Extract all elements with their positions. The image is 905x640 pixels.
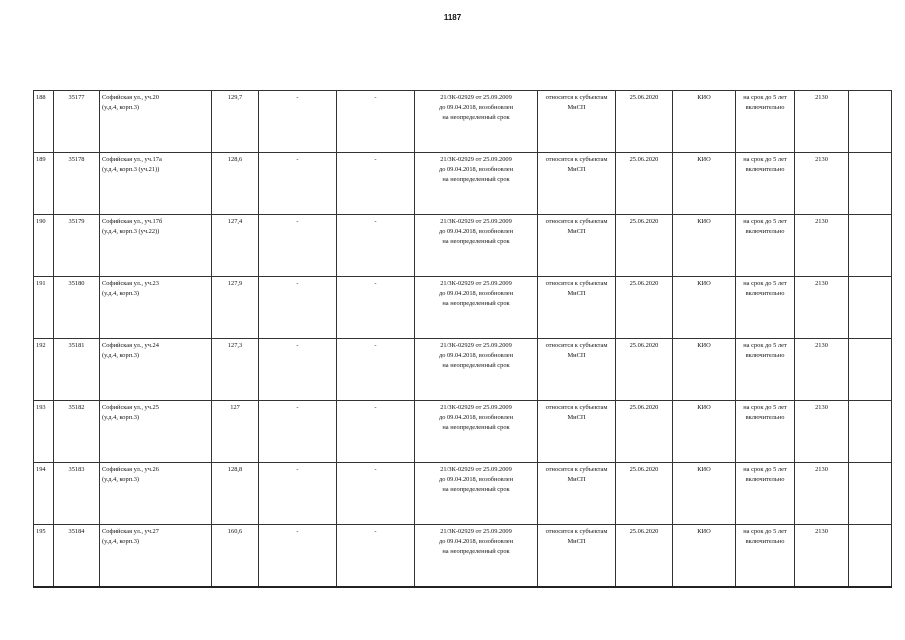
address-cell-line: (у.д.4, корп.3) <box>102 290 140 297</box>
address-cell-line: Софийская ул., уч.20 <box>102 94 159 101</box>
document-cell <box>415 277 538 339</box>
subject-category-cell-line: МиСП <box>567 476 586 483</box>
table-row <box>34 153 892 215</box>
area-cell: 127,3 <box>212 339 259 401</box>
dash-cell: - <box>337 215 415 277</box>
date-cell: 25.06.2020 <box>616 401 673 463</box>
document-cell-line: до 09.04.2018, возобновлен <box>438 228 514 235</box>
date-cell: 25.06.2020 <box>616 277 673 339</box>
organization-cell: КИО <box>673 463 736 525</box>
property-table <box>33 90 892 588</box>
date-cell: 25.06.2020 <box>616 463 673 525</box>
dash-cell: - <box>337 91 415 153</box>
document-cell-line: на неопределенный срок <box>442 176 510 183</box>
document-cell <box>415 525 538 588</box>
address-cell <box>100 463 212 525</box>
subject-category-cell <box>538 153 616 215</box>
document-cell-line: на неопределенный срок <box>442 424 510 431</box>
term-cell-line: на срок до 5 лет <box>743 342 787 349</box>
term-cell-line: на срок до 5 лет <box>743 466 787 473</box>
document-cell <box>415 153 538 215</box>
address-cell <box>100 339 212 401</box>
address-cell-line: (у.д.4, корп.3) <box>102 414 140 421</box>
table-body <box>34 91 892 588</box>
row-number-cell: 194 <box>34 463 54 525</box>
document-cell-line: на неопределенный срок <box>442 548 510 555</box>
document-cell <box>415 401 538 463</box>
table-row <box>34 277 892 339</box>
document-cell-line: до 09.04.2018, возобновлен <box>438 290 514 297</box>
address-cell-line: Софийская ул., уч.17б <box>102 218 163 225</box>
document-cell-line: 21/ЗК-02929 от 25.09.2009 <box>440 218 512 225</box>
term-cell-line: включительно <box>745 166 785 173</box>
empty-cell <box>849 463 892 525</box>
term-cell <box>736 153 795 215</box>
object-code-cell: 35182 <box>54 401 100 463</box>
row-number-cell: 193 <box>34 401 54 463</box>
term-cell <box>736 339 795 401</box>
code-cell: 2130 <box>795 339 849 401</box>
address-cell-line: Софийская ул., уч.25 <box>102 404 159 411</box>
code-cell: 2130 <box>795 153 849 215</box>
term-cell-line: на срок до 5 лет <box>743 280 787 287</box>
row-number-cell: 188 <box>34 91 54 153</box>
area-cell: 128,6 <box>212 153 259 215</box>
subject-category-cell-line: МиСП <box>567 166 586 173</box>
area-cell: 127,9 <box>212 277 259 339</box>
term-cell-line: на срок до 5 лет <box>743 218 787 225</box>
dash-cell: - <box>259 525 337 588</box>
object-code-cell: 35177 <box>54 91 100 153</box>
document-cell-line: 21/ЗК-02929 от 25.09.2009 <box>440 94 512 101</box>
area-cell: 127 <box>212 401 259 463</box>
subject-category-cell-line: относится к субъектам <box>545 218 608 225</box>
subject-category-cell <box>538 525 616 588</box>
address-cell <box>100 91 212 153</box>
address-cell-line: Софийская ул., уч.26 <box>102 466 159 473</box>
area-cell: 129,7 <box>212 91 259 153</box>
term-cell-line: на срок до 5 лет <box>743 156 787 163</box>
table-row <box>34 525 892 588</box>
dash-cell: - <box>337 339 415 401</box>
organization-cell: КИО <box>673 215 736 277</box>
organization-cell: КИО <box>673 153 736 215</box>
address-cell-line: (у.д.4, корп.3) <box>102 476 140 483</box>
empty-cell <box>849 153 892 215</box>
subject-category-cell <box>538 91 616 153</box>
subject-category-cell <box>538 401 616 463</box>
dash-cell: - <box>259 277 337 339</box>
object-code-cell: 35178 <box>54 153 100 215</box>
table-row <box>34 91 892 153</box>
address-cell-line: Софийская ул., уч.24 <box>102 342 159 349</box>
table-row <box>34 215 892 277</box>
object-code-cell: 35184 <box>54 525 100 588</box>
subject-category-cell-line: относится к субъектам <box>545 404 608 411</box>
document-cell-line: 21/ЗК-02929 от 25.09.2009 <box>440 466 512 473</box>
document-cell <box>415 339 538 401</box>
address-cell <box>100 153 212 215</box>
dash-cell: - <box>337 463 415 525</box>
address-cell-line: Софийская ул., уч.27 <box>102 528 159 535</box>
row-number-cell: 195 <box>34 525 54 588</box>
subject-category-cell-line: относится к субъектам <box>545 528 608 535</box>
code-cell: 2130 <box>795 91 849 153</box>
date-cell: 25.06.2020 <box>616 91 673 153</box>
date-cell: 25.06.2020 <box>616 215 673 277</box>
row-number-cell: 190 <box>34 215 54 277</box>
address-cell-line: (у.д.4, корп.3 (уч.21)) <box>102 166 160 173</box>
address-cell <box>100 525 212 588</box>
document-cell-line: 21/ЗК-02929 от 25.09.2009 <box>440 528 512 535</box>
code-cell: 2130 <box>795 401 849 463</box>
empty-cell <box>849 339 892 401</box>
page-number: 1187 <box>443 13 462 22</box>
date-cell: 25.06.2020 <box>616 153 673 215</box>
document-cell-line: 21/ЗК-02929 от 25.09.2009 <box>440 280 512 287</box>
subject-category-cell-line: относится к субъектам <box>545 280 608 287</box>
term-cell <box>736 463 795 525</box>
date-cell: 25.06.2020 <box>616 339 673 401</box>
subject-category-cell-line: относится к субъектам <box>545 94 608 101</box>
table-row <box>34 339 892 401</box>
dash-cell: - <box>259 215 337 277</box>
term-cell <box>736 277 795 339</box>
address-cell <box>100 277 212 339</box>
code-cell: 2130 <box>795 463 849 525</box>
dash-cell: - <box>259 401 337 463</box>
object-code-cell: 35179 <box>54 215 100 277</box>
subject-category-cell-line: относится к субъектам <box>545 466 608 473</box>
document-cell-line: до 09.04.2018, возобновлен <box>438 538 514 545</box>
document-cell-line: до 09.04.2018, возобновлен <box>438 352 514 359</box>
code-cell: 2130 <box>795 215 849 277</box>
empty-cell <box>849 277 892 339</box>
row-number-cell: 192 <box>34 339 54 401</box>
term-cell-line: на срок до 5 лет <box>743 404 787 411</box>
row-number-cell: 191 <box>34 277 54 339</box>
organization-cell: КИО <box>673 401 736 463</box>
address-cell-line: Софийская ул., уч.23 <box>102 280 159 287</box>
dash-cell: - <box>337 401 415 463</box>
dash-cell: - <box>259 153 337 215</box>
empty-cell <box>849 215 892 277</box>
address-cell <box>100 215 212 277</box>
document-cell-line: на неопределенный срок <box>442 238 510 245</box>
area-cell: 127,4 <box>212 215 259 277</box>
term-cell <box>736 215 795 277</box>
code-cell: 2130 <box>795 277 849 339</box>
dash-cell: - <box>259 91 337 153</box>
dash-cell: - <box>259 339 337 401</box>
document-cell-line: 21/ЗК-02929 от 25.09.2009 <box>440 156 512 163</box>
table-row <box>34 401 892 463</box>
subject-category-cell <box>538 277 616 339</box>
term-cell-line: включительно <box>745 352 785 359</box>
term-cell-line: на срок до 5 лет <box>743 94 787 101</box>
document-cell-line: до 09.04.2018, возобновлен <box>438 104 514 111</box>
term-cell-line: включительно <box>745 538 785 545</box>
object-code-cell: 35180 <box>54 277 100 339</box>
area-cell: 160,6 <box>212 525 259 588</box>
dash-cell: - <box>337 153 415 215</box>
subject-category-cell-line: МиСП <box>567 104 586 111</box>
row-number-cell: 189 <box>34 153 54 215</box>
term-cell-line: включительно <box>745 476 785 483</box>
term-cell <box>736 91 795 153</box>
empty-cell <box>849 525 892 588</box>
dash-cell: - <box>259 463 337 525</box>
subject-category-cell-line: относится к субъектам <box>545 156 608 163</box>
document-cell-line: 21/ЗК-02929 от 25.09.2009 <box>440 342 512 349</box>
organization-cell: КИО <box>673 277 736 339</box>
document-cell-line: 21/ЗК-02929 от 25.09.2009 <box>440 404 512 411</box>
address-cell-line: (у.д.4, корп.3) <box>102 104 140 111</box>
date-cell: 25.06.2020 <box>616 525 673 588</box>
document-cell-line: на неопределенный срок <box>442 362 510 369</box>
subject-category-cell-line: относится к субъектам <box>545 342 608 349</box>
term-cell <box>736 525 795 588</box>
subject-category-cell-line: МиСП <box>567 228 586 235</box>
subject-category-cell <box>538 339 616 401</box>
object-code-cell: 35181 <box>54 339 100 401</box>
organization-cell: КИО <box>673 525 736 588</box>
dash-cell: - <box>337 277 415 339</box>
organization-cell: КИО <box>673 91 736 153</box>
term-cell-line: включительно <box>745 104 785 111</box>
document-cell <box>415 91 538 153</box>
subject-category-cell-line: МиСП <box>567 352 586 359</box>
document-cell-line: до 09.04.2018, возобновлен <box>438 414 514 421</box>
document-cell <box>415 215 538 277</box>
subject-category-cell <box>538 215 616 277</box>
table-row <box>34 463 892 525</box>
empty-cell <box>849 91 892 153</box>
subject-category-cell-line: МиСП <box>567 290 586 297</box>
document-cell <box>415 463 538 525</box>
subject-category-cell-line: МиСП <box>567 414 586 421</box>
term-cell <box>736 401 795 463</box>
document-cell-line: на неопределенный срок <box>442 114 510 121</box>
document-cell-line: на неопределенный срок <box>442 300 510 307</box>
term-cell-line: включительно <box>745 228 785 235</box>
code-cell: 2130 <box>795 525 849 588</box>
document-cell-line: до 09.04.2018, возобновлен <box>438 166 514 173</box>
object-code-cell: 35183 <box>54 463 100 525</box>
address-cell-line: (у.д.4, корп.3) <box>102 538 140 545</box>
term-cell-line: включительно <box>745 414 785 421</box>
area-cell: 128,8 <box>212 463 259 525</box>
address-cell <box>100 401 212 463</box>
empty-cell <box>849 401 892 463</box>
organization-cell: КИО <box>673 339 736 401</box>
document-cell-line: до 09.04.2018, возобновлен <box>438 476 514 483</box>
address-cell-line: Софийская ул., уч.17а <box>102 156 162 163</box>
subject-category-cell-line: МиСП <box>567 538 586 545</box>
dash-cell: - <box>337 525 415 588</box>
term-cell-line: на срок до 5 лет <box>743 528 787 535</box>
subject-category-cell <box>538 463 616 525</box>
address-cell-line: (у.д.4, корп.3) <box>102 352 140 359</box>
address-cell-line: (у.д.4, корп.3 (уч.22)) <box>102 228 160 235</box>
term-cell-line: включительно <box>745 290 785 297</box>
document-cell-line: на неопределенный срок <box>442 486 510 493</box>
